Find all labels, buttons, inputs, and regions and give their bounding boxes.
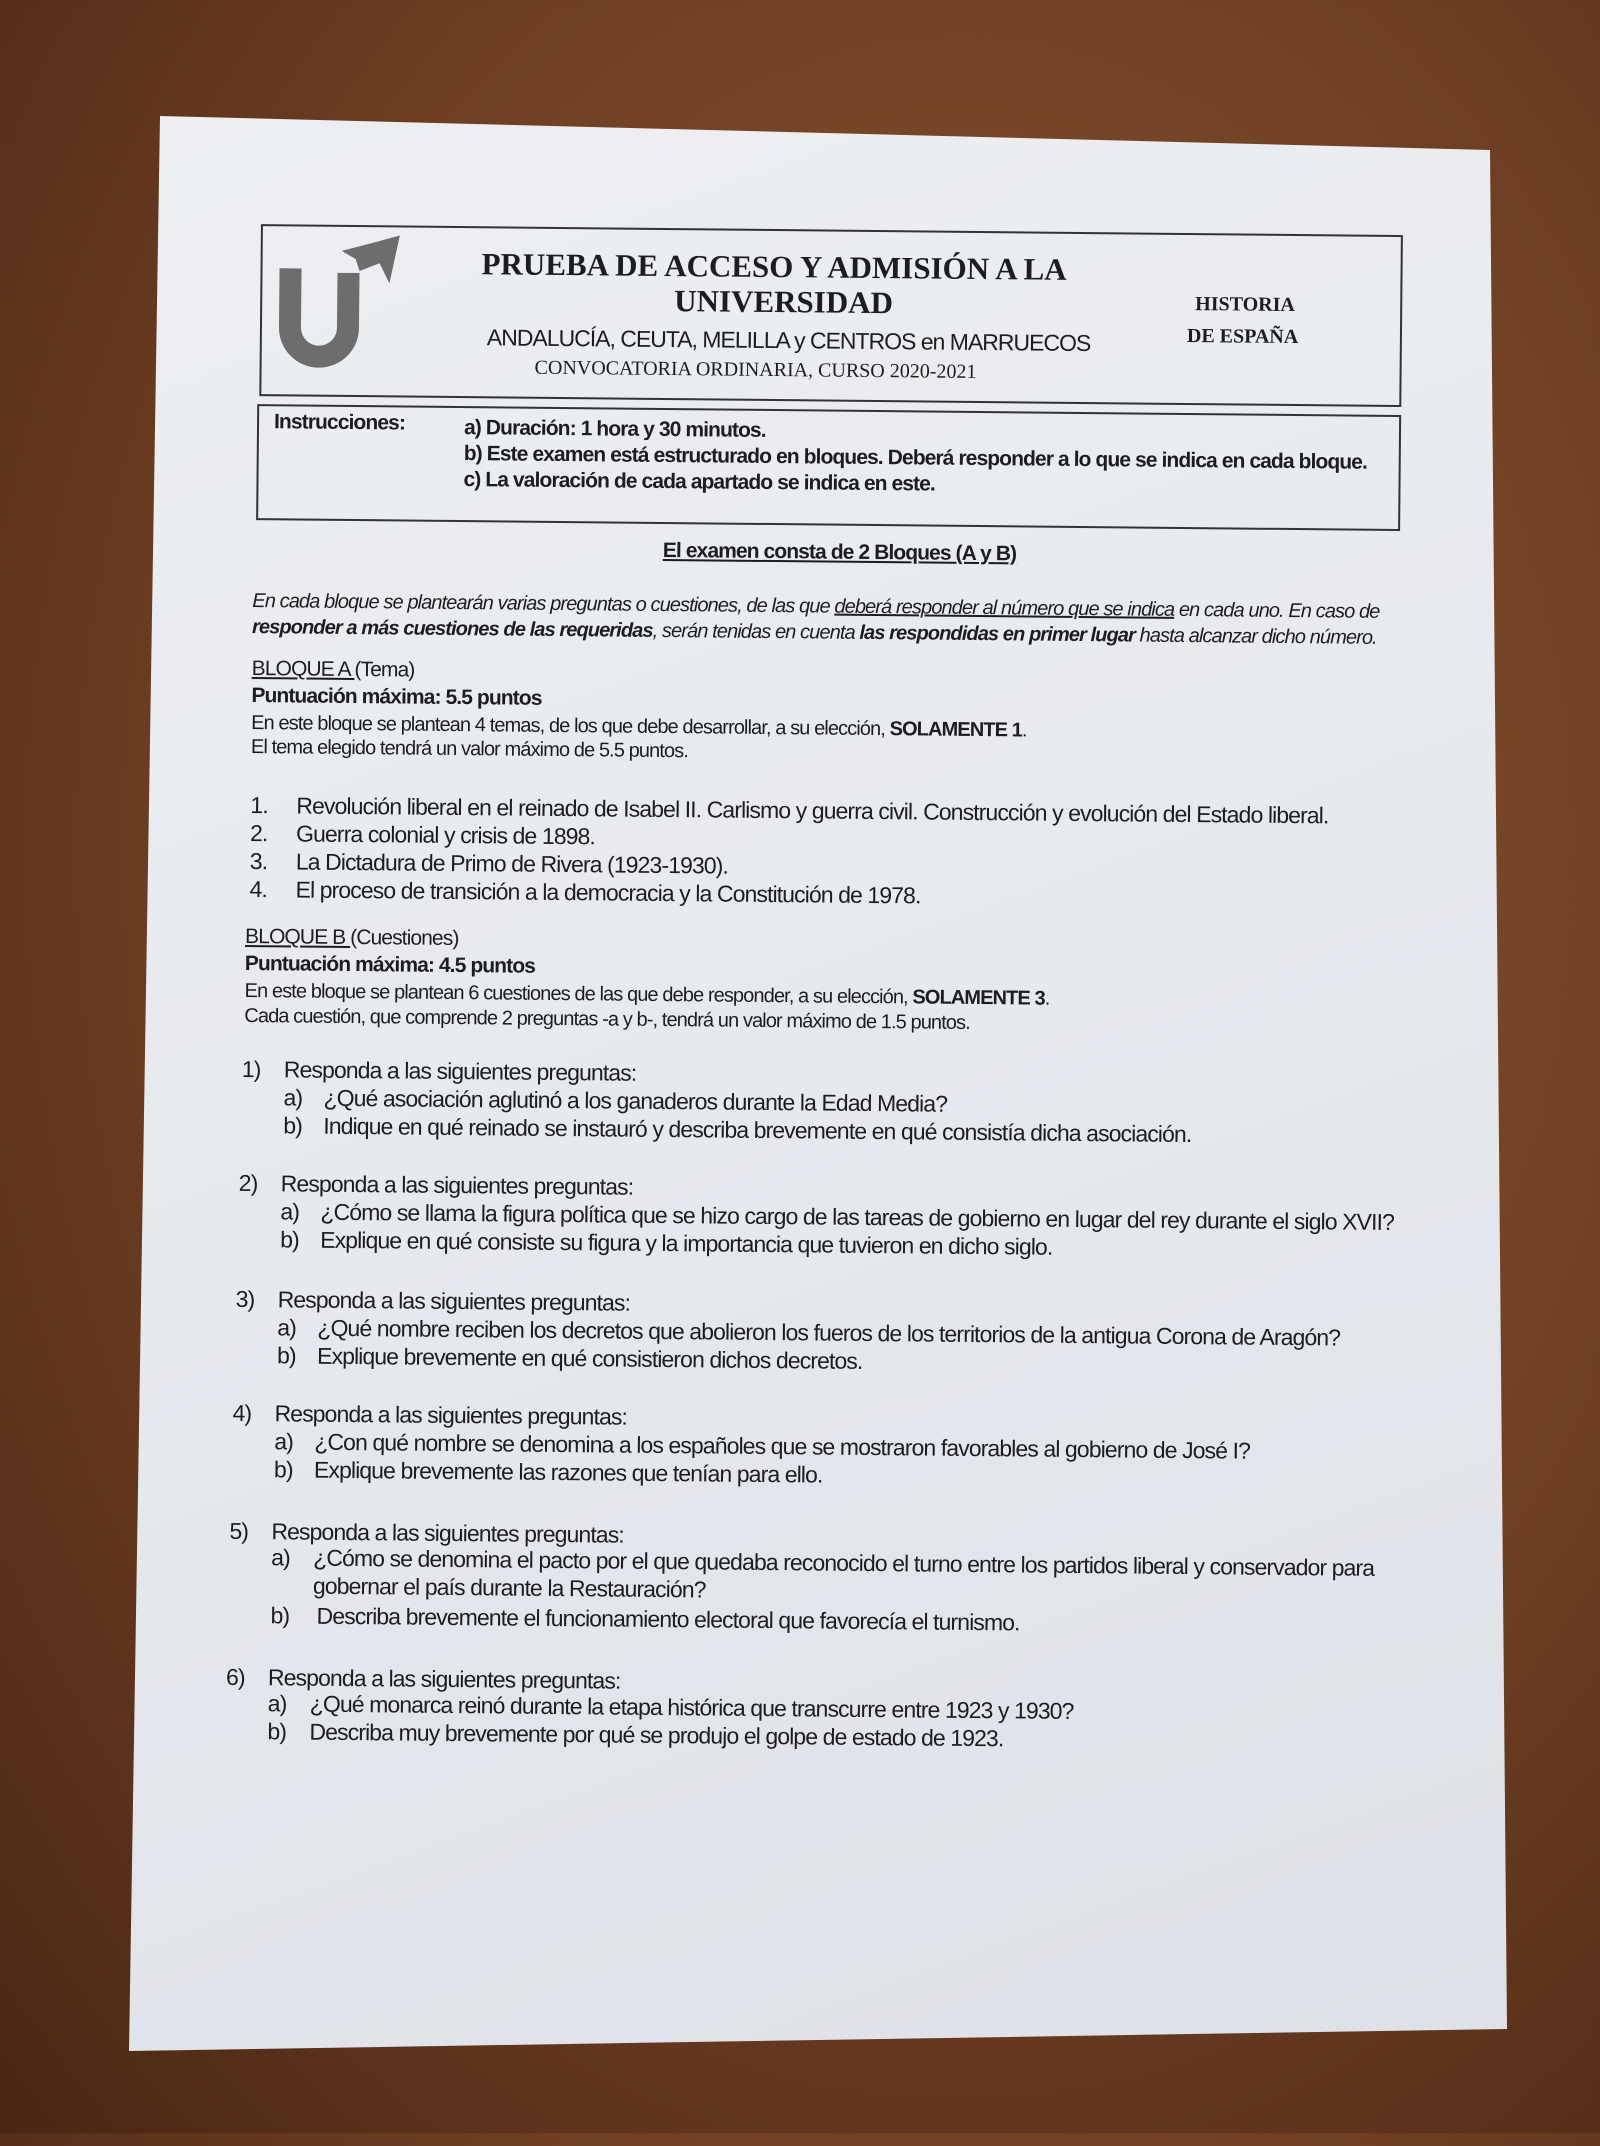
question-number: 2) xyxy=(238,1169,258,1197)
intro-bold: las respondidas en primer lugar xyxy=(859,621,1136,647)
subquestion-b: Explique brevemente las razones que tenían para ello. xyxy=(313,1456,823,1488)
instructions-label: Instrucciones: xyxy=(273,410,406,435)
topic-number: 2. xyxy=(249,820,268,847)
subquestion-label: a) xyxy=(274,1428,294,1455)
topic-text: La Dictadura de Primo de Rivera (1923-1930). xyxy=(295,848,729,879)
question-number: 5) xyxy=(229,1517,249,1545)
bloque-a-desc2: El tema elegido tendrá un valor máximo de 5.5 puntos. xyxy=(250,736,689,763)
topic-text: Revolución liberal en el reinado de Isabel II. Carlismo y guerra civil. Construcción y evolución del Estado liberal. xyxy=(296,792,1329,829)
subquestion-a: ¿Qué asociación aglutinó a los ganaderos durante la Edad Media? xyxy=(323,1084,948,1117)
question-text: Responda a las siguientes preguntas: xyxy=(271,1518,624,1548)
subquestion-label: b) xyxy=(267,1718,287,1745)
subquestion-b: Describa brevemente el funcionamiento electoral que favorecía el turnismo. xyxy=(316,1602,1020,1636)
question-number: 1) xyxy=(241,1055,261,1083)
desc-text: . xyxy=(1021,719,1027,742)
question-number: 6) xyxy=(225,1663,245,1691)
desc-text: . xyxy=(1044,987,1050,1010)
subquestion-label: a) xyxy=(283,1084,303,1111)
intro-underlined: deberá responder al número que se indica xyxy=(834,595,1175,621)
question-number: 3) xyxy=(235,1285,255,1313)
topic-number: 1. xyxy=(250,792,268,819)
bloque-a-score: Puntuación máxima: 5.5 puntos xyxy=(251,684,542,710)
subquestion-label: a) xyxy=(277,1314,297,1341)
header-title-line1: PRUEBA DE ACCESO Y ADMISIÓN A LA xyxy=(481,246,1067,287)
bloque-b-subtitle: (Cuestiones) xyxy=(350,925,459,951)
question-text: Responda a las siguientes preguntas: xyxy=(277,1286,631,1316)
subquestion-b: Indique en qué reinado se instauró y describa brevemente en qué consistía dicha asociación. xyxy=(323,1112,1192,1148)
header-title-line2: UNIVERSIDAD xyxy=(674,283,894,321)
subquestion-b: Describa muy brevemente por qué se produjo el golpe de estado de 1923. xyxy=(309,1718,1004,1752)
question-text: Responda a las siguientes preguntas: xyxy=(283,1056,637,1086)
header-subject-line1: HISTORIA xyxy=(1195,293,1296,317)
intro-text: hasta alcanzar dicho número. xyxy=(1134,624,1377,649)
instruction-item: b) Este examen está estructurado en bloques. Deberá responder a lo que se indica en cada bloque. xyxy=(463,442,1368,474)
subquestion-a: ¿Qué nombre reciben los decretos que abolieron los fueros de los territorios de la antigua Corona de Aragón? xyxy=(317,1314,1341,1351)
header-region: ANDALUCÍA, CEUTA, MELILLA y CENTROS en MARRUECOS xyxy=(486,324,1091,357)
subquestion-a: ¿Cómo se denomina el pacto por el que quedaba reconocido el turno entre los partidos liberal y conservador para xyxy=(313,1544,1375,1581)
subquestion-a-continued: gobernar el país durante la Restauración? xyxy=(312,1572,706,1603)
university-logo-icon xyxy=(271,232,402,373)
topic-text: El proceso de transición a la democracia y la Constitución de 1978. xyxy=(295,876,921,909)
desc-text: En este bloque se plantean 4 temas, de los que debe desarrollar, a su elección, xyxy=(251,712,890,741)
subquestion-label: b) xyxy=(283,1112,303,1139)
bloque-b-label: BLOQUE B xyxy=(245,924,351,949)
subquestion-a: ¿Con qué nombre se denomina a los españoles que se mostraron favorables al gobierno de José I? xyxy=(314,1428,1251,1464)
subquestion-a: ¿Cómo se llama la figura política que se hizo cargo de las tareas de gobierno en lugar del rey durante el siglo XVII? xyxy=(320,1198,1395,1236)
desc-text: En este bloque se plantean 6 cuestiones de las que debe responder, a su elección, xyxy=(244,979,913,1009)
subquestion-label: b) xyxy=(270,1602,290,1629)
desc-bold: SOLAMENTE 1 xyxy=(889,718,1023,742)
bloque-b-title xyxy=(245,925,459,951)
intro-text: en cada uno. En caso de xyxy=(1174,598,1380,623)
header-subject-line2: DE ESPAÑA xyxy=(1186,324,1299,349)
header-convocatoria: CONVOCATORIA ORDINARIA, CURSO 2020-2021 xyxy=(534,356,977,383)
topic-number: 4. xyxy=(249,876,268,903)
bloque-a-title xyxy=(252,657,415,683)
bloque-b-score: Puntuación máxima: 4.5 puntos xyxy=(244,951,536,978)
intro-text: En cada bloque se plantearán varias preguntas o cuestiones, de las que xyxy=(252,590,835,618)
instruction-item: c) La valoración de cada apartado se indica en este. xyxy=(463,468,936,496)
intro-bold: responder a más cuestiones de las requeridas xyxy=(251,616,653,642)
topic-text: Guerra colonial y crisis de 1898. xyxy=(295,820,596,850)
subquestion-label: a) xyxy=(267,1690,287,1717)
question-text: Responda a las siguientes preguntas: xyxy=(274,1400,628,1430)
subquestion-label: a) xyxy=(271,1544,290,1571)
subquestion-a: ¿Qué monarca reinó durante la etapa histórica que transcurre entre 1923 y 1930? xyxy=(309,1690,1074,1724)
subquestion-label: b) xyxy=(280,1226,299,1253)
instruction-item: a) Duración: 1 hora y 30 minutos. xyxy=(463,416,766,442)
question-text: Responda a las siguientes preguntas: xyxy=(280,1170,634,1200)
topic-number: 3. xyxy=(249,848,268,875)
question-text: Responda a las siguientes preguntas: xyxy=(267,1664,621,1694)
subquestion-label: b) xyxy=(273,1456,293,1483)
subquestion-label: a) xyxy=(280,1198,300,1225)
bloque-b-desc2: Cada cuestión, que comprende 2 preguntas -a y b-, tendrá un valor máximo de 1.5 puntos. xyxy=(244,1004,970,1034)
bloque-a-subtitle: (Tema) xyxy=(354,658,415,682)
question-number: 4) xyxy=(232,1399,252,1427)
intro-text: , serán tenidas en cuenta xyxy=(652,619,860,644)
subquestion-b: Explique en qué consiste su figura y la importancia que tuvieron en dicho siglo. xyxy=(320,1226,1053,1260)
bloque-a-label: BLOQUE A xyxy=(251,657,355,682)
exam-heading: El examen consta de 2 Bloques (A y B) xyxy=(662,538,1017,566)
subquestion-b: Explique brevemente en qué consistieron dichos decretos. xyxy=(316,1342,863,1374)
desc-bold: SOLAMENTE 3 xyxy=(912,986,1045,1010)
subquestion-label: b) xyxy=(276,1342,296,1369)
